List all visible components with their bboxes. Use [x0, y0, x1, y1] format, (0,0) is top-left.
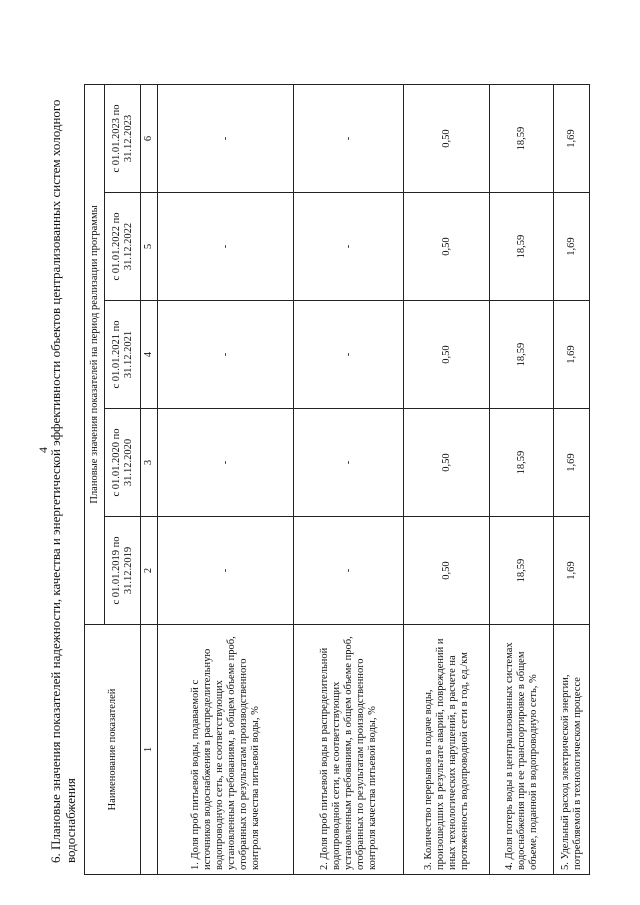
indicator-value: 1,69	[554, 301, 590, 409]
indicator-value: 18,59	[490, 301, 554, 409]
section-title: 6. Плановые значения показателей надежности, качества и энергетической эффективности объектов централизованных систем холодного водоснабжения	[48, 99, 78, 863]
header-row-group	[85, 84, 105, 874]
header-period-2020: с 01.01.2020 по 31.12.2020	[105, 409, 141, 517]
indicator-value: 18,59	[490, 409, 554, 517]
page-number: 4	[36, 447, 50, 453]
indicator-value: -	[158, 84, 294, 192]
header-row-column-numbers	[141, 84, 158, 874]
table-row	[490, 84, 554, 874]
header-period-2019: с 01.01.2019 по 31.12.2019	[105, 517, 141, 625]
indicator-value: -	[294, 301, 404, 409]
indicator-value: -	[158, 517, 294, 625]
indicator-value: 18,59	[490, 84, 554, 192]
table-row	[554, 84, 590, 874]
header-period-2023: с 01.01.2023 по 31.12.2023	[105, 84, 141, 192]
column-number: 5	[141, 193, 158, 301]
column-number: 2	[141, 517, 158, 625]
indicator-value: 18,59	[490, 517, 554, 625]
indicator-name: 4. Доля потерь воды в централизованных системах водоснабжения при ее транспортировке в общем объеме, поданной в водопроводную сеть, %	[490, 625, 554, 875]
indicator-value: -	[158, 409, 294, 517]
indicator-value: 0,50	[404, 301, 490, 409]
indicator-name: 3. Количество перерывов в подаче воды, произошедших в результате аварий, повреждений и иных технологических нарушений, в расчете на протяженность водопроводной сети в год, ед./км	[404, 625, 490, 875]
indicator-value: 1,69	[554, 409, 590, 517]
table-row	[294, 84, 404, 874]
header-name-column: Наименование показателей	[85, 625, 141, 875]
indicator-value: -	[294, 409, 404, 517]
indicator-value: 0,50	[404, 193, 490, 301]
indicator-name: 5. Удельный расход электрической энергии, потребляемой в технологическом процессе	[554, 625, 590, 875]
table-row	[158, 84, 294, 874]
indicator-value: 0,50	[404, 517, 490, 625]
indicator-value: -	[294, 193, 404, 301]
indicator-value: 0,50	[404, 409, 490, 517]
indicator-value: -	[294, 517, 404, 625]
column-number: 1	[141, 625, 158, 875]
indicator-value: 1,69	[554, 84, 590, 192]
indicator-value: 1,69	[554, 193, 590, 301]
indicator-value: 18,59	[490, 193, 554, 301]
indicator-value: 0,50	[404, 84, 490, 192]
indicator-value: -	[294, 84, 404, 192]
indicator-value: -	[158, 193, 294, 301]
indicator-value: -	[158, 301, 294, 409]
rotated-page-content	[48, 45, 588, 885]
indicator-value: 1,69	[554, 517, 590, 625]
indicators-table	[84, 84, 590, 875]
column-number: 6	[141, 84, 158, 192]
header-period-group: Плановые значения показателей на период реализации программы	[85, 84, 105, 624]
header-period-2021: с 01.01.2021 по 31.12.2021	[105, 301, 141, 409]
column-number: 3	[141, 409, 158, 517]
indicator-name: 2. Доля проб питьевой воды в распределительной водопроводной сети, не соответствующих установленным требованиям, в общем объеме проб, отобранных по результатам производственного контроля качества питьевой воды, %	[294, 625, 404, 875]
indicator-name: 1. Доля проб питьевой воды, подаваемой с источников водоснабжения в распределительную водопроводную сеть, не соответствующих установленным требованиям, в общем объеме проб, отобранных по результатам производственного контроля качества питьевой воды, %	[158, 625, 294, 875]
column-number: 4	[141, 301, 158, 409]
header-period-2022: с 01.01.2022 по 31.12.2022	[105, 193, 141, 301]
table-row	[404, 84, 490, 874]
